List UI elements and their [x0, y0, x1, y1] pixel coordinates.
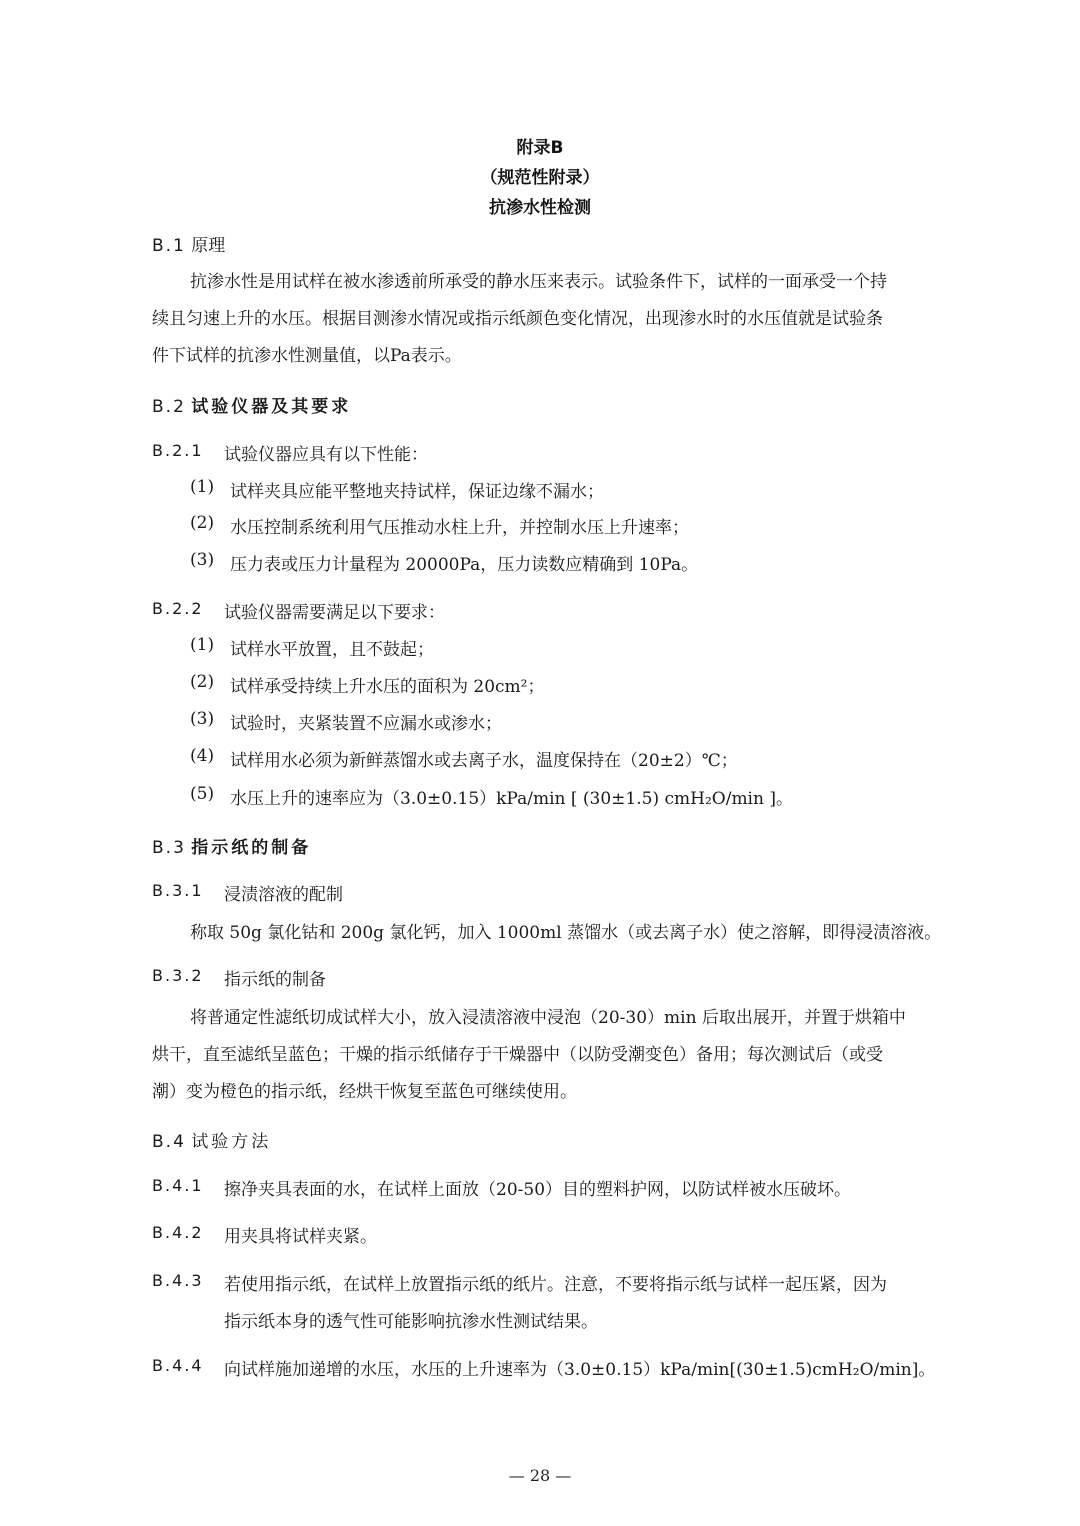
- section-title: 指示纸的制备: [191, 838, 312, 858]
- section-number: B.4: [152, 1132, 186, 1152]
- section-b1-heading: [152, 231, 225, 256]
- paragraph-line: 将普通定性滤纸切成试样大小，放入浸渍溶液中浸泡（20-30）min 后取出展开，并置于烘箱中: [190, 1008, 906, 1028]
- clause-number: B.3.1: [152, 881, 204, 900]
- clause-text: 试验仪器需要满足以下要求：: [224, 603, 445, 623]
- paragraph-line: 潮）变为橙色的指示纸，经烘干恢复至蓝色可继续使用。: [152, 1082, 577, 1102]
- list-item-number: (3): [190, 709, 215, 729]
- list-item-text: 压力表或压力计量程为 20000Pa，压力读数应精确到 10Pa。: [230, 555, 699, 575]
- list-item-number: (3): [190, 550, 215, 570]
- list-item-number: (1): [190, 477, 215, 497]
- clause-text: 试验仪器应具有以下性能：: [224, 445, 428, 465]
- list-item-text: 试样用水必须为新鲜蒸馏水或去离子水，温度保持在（20±2）℃；: [230, 751, 738, 771]
- section-b4-heading: [152, 1127, 271, 1152]
- section-title: 试验仪器及其要求: [191, 397, 352, 417]
- clause-number: B.4.2: [152, 1223, 204, 1242]
- clause-number: B.3.2: [152, 966, 204, 985]
- paragraph-line: 称取 50g 氯化钴和 200g 氯化钙，加入 1000ml 蒸馏水（或去离子水）使之溶解，即得浸渍溶液。: [190, 923, 942, 943]
- clause-number: B.4.4: [152, 1356, 204, 1375]
- section-number: B.3: [152, 838, 186, 858]
- list-item-text: 试样夹具应能平整地夹持试样，保证边缘不漏水；: [230, 482, 604, 502]
- list-item-text: 试验时，夹紧装置不应漏水或渗水；: [230, 714, 502, 734]
- list-item-number: (2): [190, 513, 215, 533]
- paragraph-line: 件下试样的抗渗水性测量值，以Pa表示。: [152, 346, 462, 366]
- list-item-text: 试样水平放置，且不鼓起；: [230, 640, 434, 660]
- clause-text: 若使用指示纸，在试样上放置指示纸的纸片。注意，不要将指示纸与试样一起压紧，因为: [224, 1275, 887, 1295]
- section-title: 试验方法: [191, 1132, 272, 1152]
- clause-text: 擦净夹具表面的水，在试样上面放（20-50）目的塑料护网，以防试样被水压破坏。: [224, 1180, 852, 1200]
- clause-text: 用夹具将试样夹紧。: [224, 1227, 377, 1247]
- page-number: — 28 —: [508, 1466, 572, 1485]
- list-item-number: (5): [190, 784, 215, 804]
- section-title: 原理: [191, 236, 226, 256]
- list-item-number: (1): [190, 635, 215, 655]
- appendix-title: 抗渗水性检测: [489, 198, 591, 218]
- clause-text: 浸渍溶液的配制: [224, 885, 343, 905]
- clause-number: B.4.3: [152, 1271, 204, 1290]
- clause-number: B.2.2: [152, 599, 204, 618]
- appendix-kind: （规范性附录）: [480, 168, 600, 188]
- list-item-number: (2): [190, 672, 215, 692]
- clause-text: 指示纸本身的透气性可能影响抗渗水性测试结果。: [224, 1312, 598, 1332]
- list-item-text: 试样承受持续上升水压的面积为 20cm²；: [230, 677, 545, 697]
- section-b3-heading: [152, 833, 311, 858]
- section-number: B.2: [152, 397, 186, 417]
- clause-number: B.4.1: [152, 1176, 204, 1195]
- paragraph-line: 抗渗水性是用试样在被水渗透前所承受的静水压来表示。试验条件下，试样的一面承受一个持: [190, 272, 887, 292]
- paragraph-line: 烘干，直至滤纸呈蓝色；干燥的指示纸储存于干燥器中（以防受潮变色）备用；每次测试后（或受: [152, 1045, 883, 1065]
- clause-text: 指示纸的制备: [224, 970, 326, 990]
- section-number: B.1: [152, 236, 186, 256]
- clause-number: B.2.1: [152, 441, 204, 460]
- appendix-label: 附录B: [516, 138, 564, 158]
- list-item-number: (4): [190, 746, 215, 766]
- list-item-text: 水压上升的速率应为（3.0±0.15）kPa/min [ (30±1.5) cmH₂O/min ]。: [230, 789, 793, 809]
- clause-text: 向试样施加递增的水压，水压的上升速率为（3.0±0.15）kPa/min[(30±1.5)cmH₂O/min]。: [224, 1360, 936, 1380]
- section-b2-heading: [152, 392, 351, 417]
- list-item-text: 水压控制系统利用气压推动水柱上升，并控制水压上升速率；: [230, 518, 689, 538]
- paragraph-line: 续且匀速上升的水压。根据目测渗水情况或指示纸颜色变化情况，出现渗水时的水压值就是试验条: [152, 309, 883, 329]
